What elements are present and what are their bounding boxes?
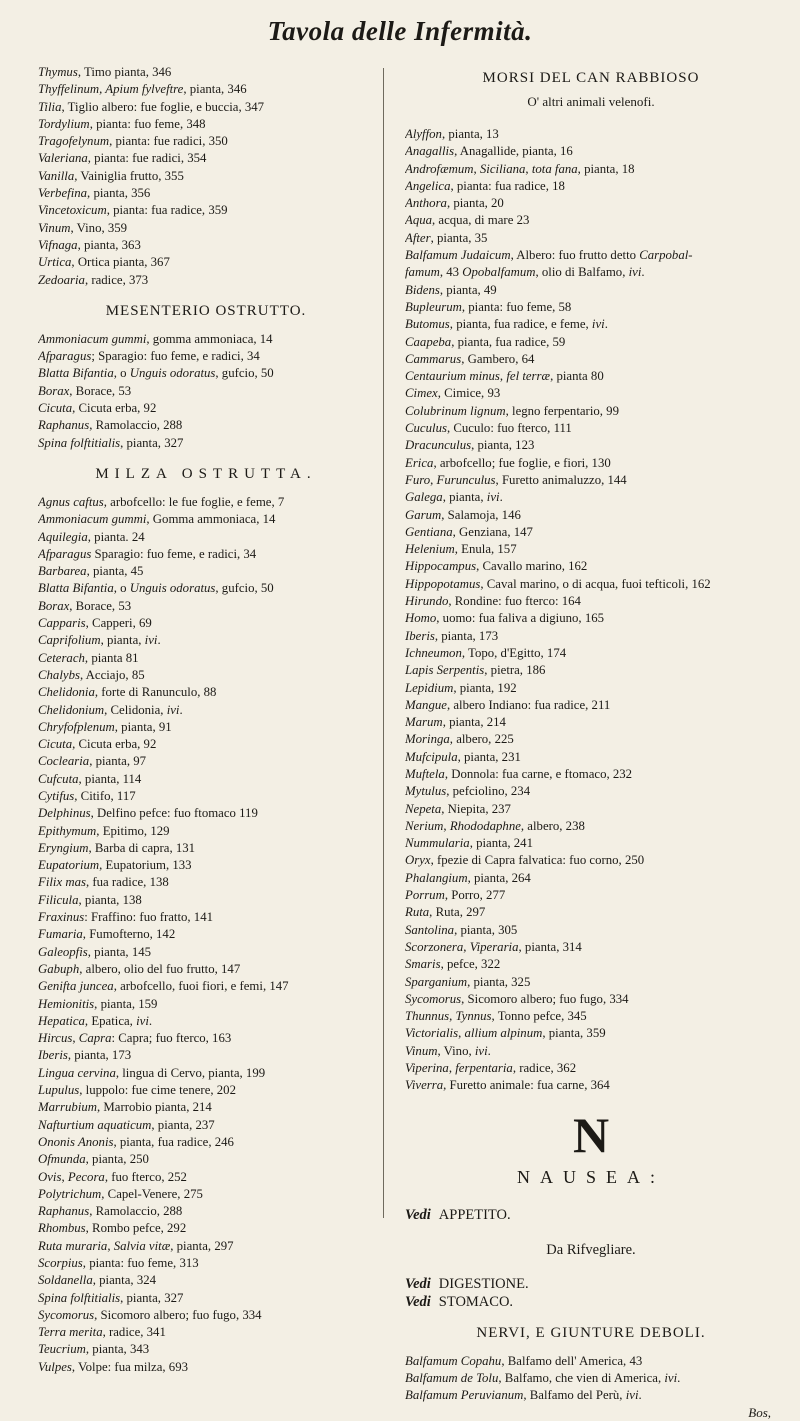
section-heading-mesenterio: MESENTERIO OSTRUTTO. [105, 302, 307, 319]
catchword: Bos, [748, 1404, 771, 1420]
section-heading-milza: MILZA OSTRUTTA. [95, 465, 317, 482]
index-entry: Tragofelynum, pianta: fue radici, 350 [38, 134, 228, 149]
index-entry: Cimex, Cimice, 93 [405, 386, 501, 401]
index-entry: Anagallis, Anagallide, pianta, 16 [405, 144, 573, 159]
index-entry: Cammarus, Gambero, 64 [405, 351, 535, 366]
index-entry: Lupulus, luppolo: fue cime tenere, 202 [38, 1083, 236, 1098]
index-entry: Phalangium, pianta, 264 [405, 870, 531, 885]
section-heading-morsi: MORSI DEL CAN RABBIOSO [482, 70, 700, 86]
index-entry: Moringa, albero, 225 [405, 732, 514, 747]
index-entry: Hippocampus, Cavallo marino, 162 [405, 559, 588, 574]
index-entry: Aquilegia, pianta. 24 [38, 529, 145, 544]
index-entry: Muftela, Donnola: fua carne, e ftomaco, 232 [405, 766, 633, 781]
index-entry: Santolina, pianta, 305 [405, 922, 518, 937]
index-entry: Vinum, Vino, ivi. [405, 1043, 491, 1058]
index-entry: Zedoaria, radice, 373 [38, 272, 149, 287]
index-entry: Rhombus, Rombo pefce, 292 [38, 1221, 187, 1236]
index-entry: Viperina, ferpentaria, radice, 362 [405, 1061, 577, 1076]
index-entry: Verbefina, pianta, 356 [38, 186, 151, 201]
index-entry: Garum, Salamoja, 146 [405, 507, 521, 522]
index-entry: Colubrinum lignum, legno ferpentario, 99 [405, 403, 619, 418]
entries-d [405, 126, 777, 1095]
index-entry: Teucrium, pianta, 343 [38, 1342, 150, 1357]
index-entry: Oryx, fpezie di Capra falvatica: fuo corno, 250 [405, 853, 645, 868]
entries-e [405, 1353, 777, 1405]
index-entry: Vanilla, Vainiglia frutto, 355 [38, 168, 184, 183]
index-entry: Cicuta, Cicuta erba, 92 [38, 737, 157, 752]
index-entry: Cicuta, Cicuta erba, 92 [38, 401, 157, 416]
index-entry: Balfamum de Tolu, Balfamo, che vien di America, ivi. [405, 1370, 681, 1385]
index-entry: After, pianta, 35 [405, 230, 488, 245]
index-entry: Erica, arbofcello; fue foglie, e fiori, 130 [405, 455, 611, 470]
index-entry: Ofmunda, pianta, 250 [38, 1152, 149, 1167]
index-entry: Dracunculus, pianta, 123 [405, 438, 535, 453]
index-entry: Ceterach, pianta 81 [38, 650, 139, 665]
index-entry: Afparagus; Sparagio: fuo feme, e radici, 34 [38, 349, 260, 364]
index-entry: Coclearia, pianta, 97 [38, 754, 147, 769]
index-entry: Nerium, Rhododaphne, albero, 238 [405, 818, 585, 833]
index-entry: Soldanella, pianta, 324 [38, 1273, 157, 1288]
index-entry: Hircus, Capra: Capra; fuo fterco, 163 [38, 1031, 232, 1046]
index-entry: Viverra, Furetto animale: fua carne, 364 [405, 1078, 610, 1093]
index-entry: Thymus, Timo pianta, 346 [38, 65, 172, 79]
index-entry: Balfamum Peruvianum, Balfamo del Perù, ivi. [405, 1388, 642, 1403]
index-entry: Hepatica, Epatica, ivi. [38, 1013, 153, 1028]
index-entry: Lingua cervina, lingua di Cervo, pianta, 199 [38, 1065, 266, 1080]
index-entry: Fumaria, Fumofterno, 142 [38, 927, 176, 942]
index-entry: Borax, Borace, 53 [38, 598, 132, 613]
index-entry: Galeopfis, pianta, 145 [38, 944, 152, 959]
cross-reference-digestione [405, 1275, 777, 1293]
index-entry: Eupatorium, Eupatorium, 133 [38, 858, 192, 873]
index-entry: Anthora, pianta, 20 [405, 196, 504, 211]
index-entry: Nepeta, Niepita, 237 [405, 801, 511, 816]
index-entry: Polytrichum, Capel-Venere, 275 [38, 1186, 203, 1201]
index-entry: Sycomorus, Sicomoro albero; fuo fugo, 334 [38, 1307, 262, 1322]
index-entry: Marrubium, Marrobio pianta, 214 [38, 1100, 212, 1115]
vedi-target: DIGESTIONE. [438, 1275, 529, 1292]
index-entry: Balfamum Copahu, Balfamo dell' America, 43 [405, 1353, 643, 1368]
index-entry: Valeriana, pianta: fue radici, 354 [38, 151, 207, 166]
page-title: Tavola delle Infermità. [267, 16, 533, 46]
index-entry: Nafturtium aquaticum, pianta, 237 [38, 1117, 215, 1132]
index-entry: Lapis Serpentis, pietra, 186 [405, 663, 546, 678]
vedi-label: Vedi [405, 1275, 431, 1292]
index-entry: Mangue, albero Indiano: fua radice, 211 [405, 697, 611, 712]
index-entry: Borax, Borace, 53 [38, 383, 132, 398]
index-entry: Iberis, pianta, 173 [405, 628, 499, 643]
index-entry: Agnus caftus, arbofcello: le fue foglie, e feme, 7 [38, 494, 285, 509]
index-entry: Tilia, Tiglio albero: fue foglie, e buccia, 347 [38, 99, 265, 114]
index-entry: Genifta juncea, arbofcello, fuoi fiori, e femi, 147 [38, 979, 289, 994]
index-entry: Raphanus, Ramolaccio, 288 [38, 1204, 183, 1219]
index-entry: Gentiana, Genziana, 147 [405, 524, 533, 539]
index-entry: Helenium, Enula, 157 [405, 542, 517, 557]
index-entry: Scorzonera, Viperaria, pianta, 314 [405, 939, 582, 954]
index-entry: Ruta, Ruta, 297 [405, 905, 486, 920]
index-entry: Vifnaga, pianta, 363 [38, 237, 141, 252]
index-entry: Centaurium minus, fel terræ, pianta 80 [405, 369, 604, 384]
index-entry: Furo, Furunculus, Furetto animaluzzo, 144 [405, 472, 627, 487]
index-entry: Mytulus, pefciolino, 234 [405, 784, 531, 799]
index-entry: Iberis, pianta, 173 [38, 1048, 132, 1063]
index-entry: Thunnus, Tynnus, Tonno pefce, 345 [405, 1009, 587, 1024]
index-entry: Vinum, Vino, 359 [38, 220, 128, 235]
index-entry: Victorialis, allium alpinum, pianta, 359 [405, 1026, 606, 1041]
cross-reference-stomaco [405, 1293, 777, 1311]
index-entry: Scorpius, pianta: fuo feme, 313 [38, 1256, 199, 1270]
index-entry: Butomus, pianta, fua radice, e feme, ivi. [405, 317, 608, 332]
index-entry: Tordylium, pianta: fuo feme, 348 [38, 116, 206, 131]
index-entry: Hippopotamus, Caval marino, o di acqua, fuoi tefticoli, 162 [405, 576, 711, 591]
index-entry: Cuculus, Cuculo: fuo fterco, 111 [405, 421, 572, 436]
index-entry: Thyffelinum, Apium fylveftre, pianta, 346 [38, 82, 247, 97]
index-entry: Chelidonium, Celidonia, ivi. [38, 702, 183, 717]
index-entry: Capparis, Capperi, 69 [38, 616, 152, 631]
column-divider [383, 68, 384, 1218]
index-entry: Ammoniacum gummi, gomma ammoniaca, 14 [38, 331, 273, 346]
section-heading-nervi: NERVI, E GIUNTURE DEBOLI. [476, 1324, 706, 1341]
index-entry: Delphinus, Delfino pefce: fuo ftomaco 119 [38, 806, 258, 821]
index-entry: Chalybs, Acciajo, 85 [38, 667, 145, 682]
index-entry: Cytifus, Citifo, 117 [38, 788, 136, 803]
section-heading-nausea: NAUSEA: [516, 1166, 665, 1187]
index-entry: Gabuph, albero, olio del fuo frutto, 147 [38, 961, 241, 976]
index-entry: Fraxinus: Fraffino: fuo fratto, 141 [38, 910, 213, 925]
index-entry: Bidens, pianta, 49 [405, 282, 497, 297]
right-column [405, 64, 777, 1421]
index-entry: Aqua, acqua, di mare 23 [405, 213, 530, 228]
index-entry: Eryngium, Barba di capra, 131 [38, 840, 196, 855]
index-entry: Blatta Bifantia, o Unguis odoratus, gufcio, 50 [38, 581, 274, 596]
index-entry: Ichneumon, Topo, d'Egitto, 174 [405, 645, 567, 660]
index-entry: Ruta muraria, Salvia vitæ, pianta, 297 [38, 1238, 234, 1253]
index-entry: Sycomorus, Sicomoro albero; fuo fugo, 334 [405, 991, 629, 1006]
index-entry: famum, 43 Opobalfamum, olio di Balfamo, ivi. [405, 265, 645, 280]
index-entry: Cufcuta, pianta, 114 [38, 771, 142, 786]
index-entry: Mufcipula, pianta, 231 [405, 749, 521, 764]
index-entry: Homo, uomo: fua faliva a digiuno, 165 [405, 611, 605, 626]
index-entry: Ovis, Pecora, fuo fterco, 252 [38, 1169, 187, 1184]
index-entry: Hirundo, Rondine: fuo fterco: 164 [405, 594, 581, 609]
index-entry: Filix mas, fua radice, 138 [38, 875, 169, 890]
index-entry: Caprifolium, pianta, ivi. [38, 633, 161, 648]
vedi-label: Vedi [405, 1293, 431, 1310]
index-entry: Androfæmum, Siciliana, tota fana, pianta, 18 [405, 161, 635, 176]
index-entry: Porrum, Porro, 277 [405, 888, 506, 903]
index-entry: Afparagus Sparagio: fuo feme, e radici, 34 [38, 546, 257, 561]
index-entry: Lepidium, pianta, 192 [405, 680, 517, 695]
index-entry: Spina folftitialis, pianta, 327 [38, 435, 184, 450]
index-entry: Ononis Anonis, pianta, fua radice, 246 [38, 1134, 234, 1149]
index-entry: Chelidonia, forte di Ranunculo, 88 [38, 685, 217, 700]
entries-b [38, 331, 374, 452]
index-entry: Sparganium, pianta, 325 [405, 974, 531, 989]
left-column [38, 64, 374, 1376]
index-entry: Epithymum, Epitimo, 129 [38, 823, 170, 838]
subheading-rifvegliare: Da Rifvegliare. [546, 1241, 636, 1258]
index-entry: Smaris, pefce, 322 [405, 957, 501, 972]
index-entry: Angelica, pianta: fua radice, 18 [405, 178, 565, 193]
cross-reference-appetito [405, 1206, 777, 1224]
index-entry: Filicula, pianta, 138 [38, 892, 142, 907]
index-entry: Bupleurum, pianta: fuo feme, 58 [405, 299, 572, 314]
index-entry: Vincetoxicum, pianta: fua radice, 359 [38, 203, 228, 218]
index-entry: Galega, pianta, ivi. [405, 490, 503, 505]
entries-c [38, 494, 374, 1376]
index-entry: Hemionitis, pianta, 159 [38, 996, 158, 1011]
vedi-label: Vedi [405, 1206, 431, 1223]
index-entry: Urtica, Ortica pianta, 367 [38, 255, 170, 270]
index-entry: Ammoniacum gummi, Gomma ammoniaca, 14 [38, 512, 276, 527]
entries-a [38, 64, 374, 289]
index-entry: Caapeba, pianta, fua radice, 59 [405, 334, 566, 349]
letter-heading: N [572, 1106, 610, 1163]
index-entry: Balfamum Judaicum, Albero: fuo frutto detto Carpobal- [405, 248, 693, 263]
vedi-target: STOMACO. [438, 1293, 514, 1310]
index-entry: Chryfofplenum, pianta, 91 [38, 719, 172, 734]
index-entry: Alyffon, pianta, 13 [405, 127, 499, 141]
index-entry: Blatta Bifantia, o Unguis odoratus, gufcio, 50 [38, 366, 274, 381]
index-entry: Barbarea, pianta, 45 [38, 564, 144, 579]
index-entry: Marum, pianta, 214 [405, 715, 506, 730]
vedi-target: APPETITO. [438, 1206, 511, 1223]
section-subheading-morsi: O' altri animali velenofi. [527, 94, 655, 109]
index-entry: Raphanus, Ramolaccio, 288 [38, 418, 183, 433]
index-entry: Vulpes, Volpe: fua milza, 693 [38, 1359, 188, 1374]
index-entry: Nummularia, pianta, 241 [405, 836, 533, 851]
index-entry: Terra merita, radice, 341 [38, 1325, 166, 1340]
index-entry: Spina folftitialis, pianta, 327 [38, 1290, 184, 1305]
